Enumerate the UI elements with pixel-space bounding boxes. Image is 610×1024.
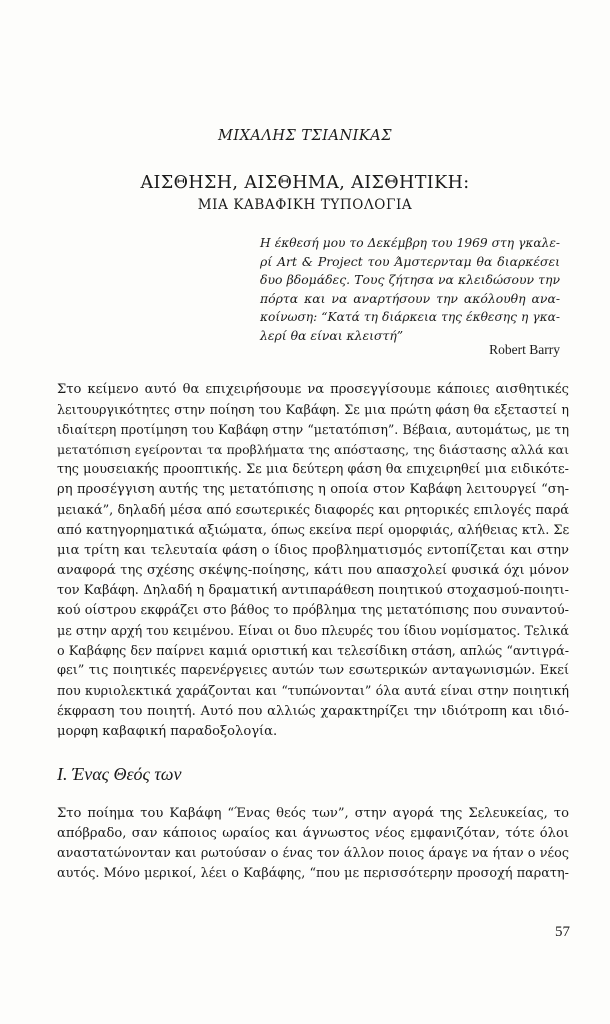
text-line: της μουσειακής προοπτικής. Σε μια δεύτερη φάση θα επιχειρηθεί μια ειδικότε- [57, 462, 569, 478]
epigraph-attribution: Robert Barry [489, 342, 560, 357]
text-line: με στην αρχή του κειμένου. Είναι οι δυο πλευρές του ίδιου νομίσματος. Τελικά [57, 623, 569, 639]
text-line: απόβραδο, σαν κάποιος ωραίος και άγνωστος νέος εμφανιζόταν, τότε όλοι [57, 826, 569, 842]
article-title: ΑΙΣΘΗΣΗ, ΑΙΣΘΗΜΑ, ΑΙΣΘΗΤΙΚΗ: [140, 173, 470, 193]
text-line: ο Καβάφης δεν παίρνει καμιά οριστική και τελεσίδικη στάση, απλώς “αντιγρά- [57, 643, 569, 659]
body-paragraph-2 [57, 804, 569, 884]
text-line: αναφορά της σχέσης σκέψης-ποίησης, κάτι που απασχολεί φυσικά όχι μόνον [57, 562, 569, 578]
epigraph-line: Η έκθεσή μου το Δεκέμβρη του 1969 στη γκαλε- [260, 236, 560, 250]
text-line: Στο κείμενο αυτό θα επιχειρήσουμε να προσεγγίσουμε κάποιες αισθητικές [57, 382, 569, 397]
epigraph-line: ρί Art & Project του Άμστερνταμ θα διαρκέσει [260, 253, 560, 269]
epigraph-line: πόρτα και να αναρτήσουν την ακόλουθη ανα- [260, 290, 560, 306]
epigraph-line: δυο βδομάδες. Τους ζήτησα να κλειδώσουν την [260, 272, 560, 288]
text-line: μετατόπιση εγείρονται τα προβλήματα της απόστασης, της διάστασης αλλά και [57, 442, 569, 458]
text-line: έκφραση του ποιητή. Αυτό που αλλιώς χαρακτηρίζει την ιδιότροπη και ιδιό- [57, 703, 569, 719]
page-number: 57 [555, 924, 570, 940]
text-line: μορφη καβαφική παραδοξολογία. [57, 723, 278, 739]
author-name: ΜΙΧΑΛΗΣ ΤΣΙΑΝΙΚΑΣ [218, 128, 392, 144]
text-line: μια τρίτη και τελευταία φάση ο ίδιος προβληματισμός εντοπίζεται και στην [57, 542, 569, 558]
epigraph-line: κοίνωση: “Κατά τη διάρκεια της έκθεσης η γκα- [260, 310, 560, 325]
text-line: ιδιαίτερη προτίμηση του Καβάφη στην “μετατόπιση”. Βέβαια, αυτομάτως, με τη [57, 422, 569, 438]
text-line: Στο ποίημα του Καβάφη “Ένας θεός των”, στην αγορά της Σελευκείας, το [57, 806, 569, 821]
body-paragraph-1 [57, 380, 569, 742]
epigraph-line: λερί θα είναι κλειστή” [260, 327, 404, 343]
text-line: αναστατώνονταν και ρωτούσαν ο ένας τον άλλον ποιος άραγε να ήταν ο νέος [57, 846, 569, 862]
text-line: ρη προσέγγιση αυτής της μετατόπισης η οποία στον Καβάφη λειτουργεί “ση- [57, 482, 569, 498]
text-line: τον Καβάφη. Δηλαδή η δραματική αντιπαράθεση ποιητικού στοχασμού-ποιητι- [57, 582, 569, 598]
text-line: φει” τις ποιητικές παρενέργειες αυτών των εσωτερικών ανταγωνισμών. Εκεί [57, 663, 569, 679]
text-line: αυτός. Μόνο μερικοί, λέει ο Καβάφης, “που με περισσότερην προσοχή παρατη- [57, 866, 569, 882]
article-subtitle: ΜΙΑ ΚΑΒΑΦΙΚΗ ΤΥΠΟΛΟΓΙΑ [197, 197, 413, 213]
text-line: που κυριολεκτικά χαράζονται και “τυπώνονται” όλα αυτά είναι στην ποιητική [57, 683, 569, 699]
text-line: κού οίστρου εκφράζει στο βάθος το πρόβλημα της μετατόπισης που συναντού- [57, 603, 569, 619]
text-line: μειακά”, δηλαδή μέσα από εσωτερικές διαφορές και ρητορικές επιλογές παρά [57, 502, 569, 518]
epigraph [260, 234, 560, 346]
section-heading: I. Ένας Θεός των [57, 764, 182, 784]
text-line: λειτουργικότητες στην ποίηση του Καβάφη. Σε μια πρώτη φάση θα εξεταστεί η [57, 402, 569, 418]
text-line: από κατηγορηματικά αξιώματα, όπως εκείνα περί ομορφιάς, αλήθειας κτλ. Σε [57, 522, 570, 538]
